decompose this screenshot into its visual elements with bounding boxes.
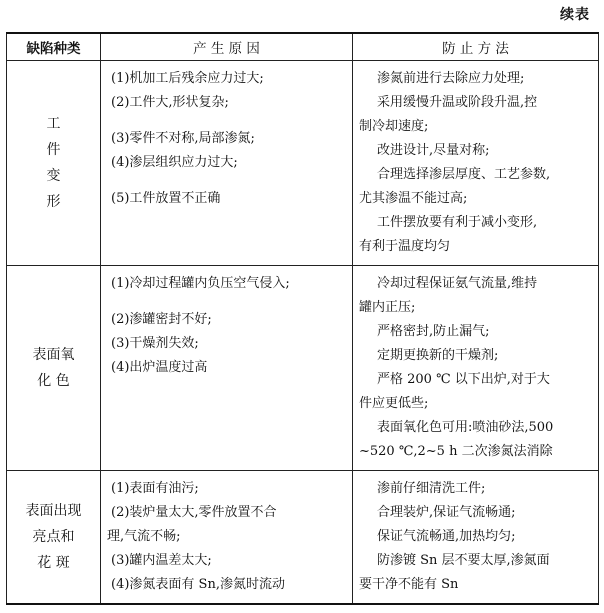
cause-cell bbox=[101, 471, 353, 605]
cause-line: (2)渗罐密封不好; bbox=[111, 312, 212, 327]
table-header-row bbox=[7, 33, 599, 61]
defect-type-text: 化 色 bbox=[37, 373, 70, 389]
prevention-line: 定期更换新的干燥剂; bbox=[377, 348, 499, 363]
cause-line: 理,气流不畅; bbox=[107, 529, 181, 544]
cause-line: (2)工件大,形状复杂; bbox=[111, 95, 229, 110]
cause-line: (4)渗氮表面有 Sn,渗氮时流动 bbox=[111, 577, 285, 592]
cause-line: (1)冷却过程罐内负压空气侵入; bbox=[111, 276, 290, 291]
cause-line: (3)零件不对称,局部渗氮; bbox=[111, 131, 255, 146]
table-row bbox=[7, 61, 599, 266]
header-cause: 产 生 原 因 bbox=[101, 33, 353, 61]
prevention-line: 防渗镀 Sn 层不要太厚,渗氮面 bbox=[377, 553, 550, 568]
prevention-cell bbox=[353, 266, 599, 471]
prevention-line: 制冷却速度; bbox=[359, 119, 429, 134]
continued-label: 续表 bbox=[560, 7, 590, 23]
defect-table bbox=[6, 32, 599, 605]
spacer bbox=[107, 296, 346, 308]
spacer bbox=[107, 115, 346, 127]
defect-type-text: 工 bbox=[46, 116, 61, 132]
header-defect-type: 缺陷种类 bbox=[7, 33, 101, 61]
prevention-line: 尤其渗温不能过高; bbox=[359, 191, 468, 206]
prevention-line: 表面氧化色可用:喷油砂法,500 bbox=[377, 420, 554, 435]
prevention-line: 渗氮前进行去除应力处理; bbox=[377, 71, 525, 86]
defect-type-cell bbox=[7, 266, 101, 471]
cause-line: (3)罐内温差太大; bbox=[111, 553, 212, 568]
prevention-line: 冷却过程保证氨气流量,维持 bbox=[377, 276, 538, 291]
prevention-line: ~520 ℃,2~5 h 二次渗氮法消除 bbox=[359, 444, 553, 459]
prevention-line: 改进设计,尽量对称; bbox=[377, 143, 490, 158]
prevention-line: 工件摆放要有利于减小变形, bbox=[377, 215, 538, 230]
prevention-line: 采用缓慢升温或阶段升温,控 bbox=[377, 95, 538, 110]
defect-type-text: 表面氧 bbox=[32, 347, 75, 363]
cause-line: (3)干燥剂失效; bbox=[111, 336, 199, 351]
prevention-cell bbox=[353, 61, 599, 266]
defect-type-text: 形 bbox=[46, 194, 61, 210]
table-row bbox=[7, 471, 599, 605]
table-row bbox=[7, 266, 599, 471]
header-prevention: 防 止 方 法 bbox=[353, 33, 599, 61]
cause-line: (5)工件放置不正确 bbox=[111, 191, 221, 206]
prevention-line: 有利于温度均匀 bbox=[359, 239, 451, 254]
cause-line: (1)表面有油污; bbox=[111, 481, 199, 496]
prevention-line: 合理选择渗层厚度、工艺参数, bbox=[377, 167, 551, 182]
defect-type-cell bbox=[7, 471, 101, 605]
cause-line: (4)出炉温度过高 bbox=[111, 360, 208, 375]
defect-type-cell bbox=[7, 61, 101, 266]
defect-type-text: 件 bbox=[46, 142, 61, 158]
cause-line: (4)渗层组织应力过大; bbox=[111, 155, 238, 170]
prevention-line: 罐内正压; bbox=[359, 300, 416, 315]
prevention-line: 保证气流畅通,加热均匀; bbox=[377, 529, 516, 544]
cause-line: (1)机加工后残余应力过大; bbox=[111, 71, 264, 86]
prevention-line: 严格 200 ℃ 以下出炉,对于大 bbox=[377, 372, 550, 387]
cause-line: (2)装炉量太大,零件放置不合 bbox=[111, 505, 277, 520]
prevention-line: 合理装炉,保证气流畅通; bbox=[377, 505, 516, 520]
defect-type-text: 表面出现 bbox=[25, 503, 82, 519]
defect-type-text: 变 bbox=[46, 168, 61, 184]
prevention-line: 严格密封,防止漏气; bbox=[377, 324, 490, 339]
defect-type-text: 花 斑 bbox=[37, 555, 70, 571]
prevention-line: 要干净不能有 Sn bbox=[359, 577, 459, 592]
cause-cell bbox=[101, 61, 353, 266]
spacer bbox=[107, 175, 346, 187]
cause-cell bbox=[101, 266, 353, 471]
prevention-cell bbox=[353, 471, 599, 605]
defect-type-text: 亮点和 bbox=[32, 529, 75, 545]
prevention-line: 件应更低些; bbox=[359, 396, 429, 411]
prevention-line: 渗前仔细清洗工件; bbox=[377, 481, 486, 496]
